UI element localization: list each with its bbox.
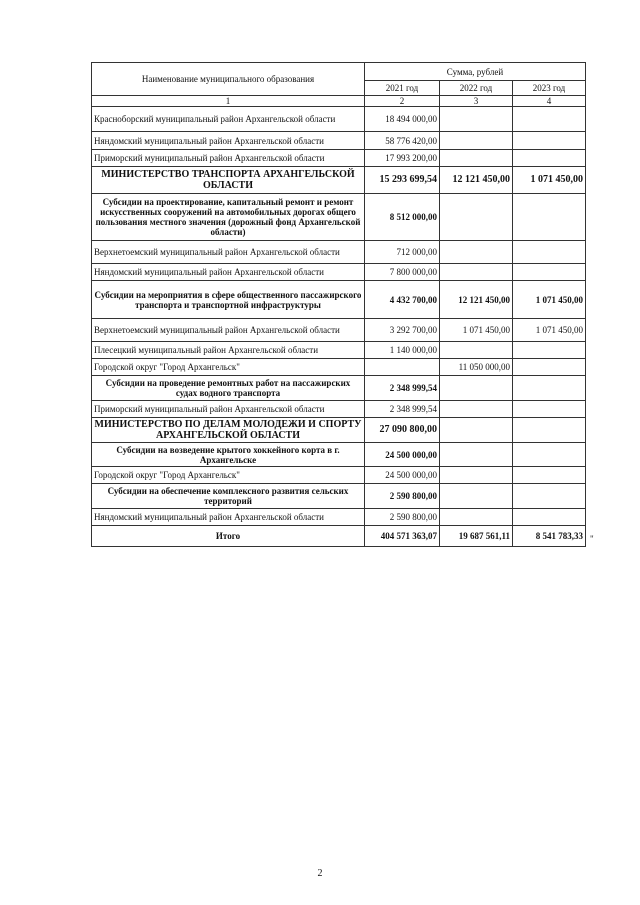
row-value-2022: 12 121 450,00: [440, 281, 513, 319]
row-name: Няндомский муниципальный район Архангельской области: [92, 132, 365, 150]
row-value-2022: [440, 194, 513, 241]
row-value-2021: 2 348 999,54: [365, 376, 440, 401]
row-name: Верхнетоемский муниципальный район Архангельской области: [92, 319, 365, 342]
row-value-2022: [440, 484, 513, 509]
row-value-2022: 1 071 450,00: [440, 319, 513, 342]
row-value-2022: [440, 401, 513, 418]
row-value-2022: [440, 443, 513, 467]
row-name: Субсидии на проектирование, капитальный ремонт и ремонт искусственных сооружений на автомобильных дорогах общего пользования местного значения (дорожный фонд Архангельской области): [92, 194, 365, 241]
row-value-2021: 2 590 800,00: [365, 509, 440, 526]
table-row: [92, 132, 586, 150]
row-value-2023: [513, 467, 586, 484]
row-value-2021: 2 590 800,00: [365, 484, 440, 509]
header-year-2022: 2022 год: [440, 81, 513, 96]
table-row: [92, 107, 586, 132]
row-value-2023: [513, 509, 586, 526]
subsidy-row: [92, 281, 586, 319]
row-value-2021: 18 494 000,00: [365, 107, 440, 132]
row-value-2022: [440, 107, 513, 132]
table-row: [92, 342, 586, 359]
row-name: Субсидии на проведение ремонтных работ на пассажирских судах водного транспорта: [92, 376, 365, 401]
row-name: Приморский муниципальный район Архангельской области: [92, 401, 365, 418]
table-row: [92, 401, 586, 418]
header-year-2021: 2021 год: [365, 81, 440, 96]
row-value-2022: [440, 150, 513, 167]
row-value-2022: [440, 264, 513, 281]
row-name: Плесецкий муниципальный район Архангельской области: [92, 342, 365, 359]
row-name: Приморский муниципальный район Архангельской области: [92, 150, 365, 167]
row-name: Городской округ "Город Архангельск": [92, 467, 365, 484]
row-value-2023: [513, 401, 586, 418]
row-name: Итого: [92, 526, 365, 547]
col-number-2: 2: [365, 96, 440, 107]
subsidy-table: [91, 62, 586, 547]
row-name: Городской округ "Город Архангельск": [92, 359, 365, 376]
closing-quote: ": [590, 534, 594, 544]
table-row: [92, 264, 586, 281]
ministry-row: [92, 418, 586, 443]
row-value-2021: 17 993 200,00: [365, 150, 440, 167]
row-value-2023: [513, 376, 586, 401]
table-row: [92, 467, 586, 484]
subsidy-row: [92, 376, 586, 401]
header-year-2023: 2023 год: [513, 81, 586, 96]
row-value-2023: [513, 342, 586, 359]
row-value-2023: 1 071 450,00: [513, 167, 586, 194]
row-name: Красноборский муниципальный район Архангельской области: [92, 107, 365, 132]
row-value-2023: [513, 150, 586, 167]
row-value-2021: 8 512 000,00: [365, 194, 440, 241]
col-number-3: 3: [440, 96, 513, 107]
row-value-2022: [440, 509, 513, 526]
col-number-1: 1: [92, 96, 365, 107]
row-name: Субсидии на мероприятия в сфере общественного пассажирского транспорта и транспортной инфраструктуры: [92, 281, 365, 319]
table-row: [92, 509, 586, 526]
row-name: МИНИСТЕРСТВО ПО ДЕЛАМ МОЛОДЕЖИ И СПОРТУ АРХАНГЕЛЬСКОЙ ОБЛАСТИ: [92, 418, 365, 443]
row-name: Няндомский муниципальный район Архангельской области: [92, 509, 365, 526]
row-value-2021: 1 140 000,00: [365, 342, 440, 359]
row-value-2021: 24 500 000,00: [365, 467, 440, 484]
row-value-2021: 27 090 800,00: [365, 418, 440, 443]
header-name-column: Наименование муниципального образования: [92, 63, 365, 96]
table-row: [92, 241, 586, 264]
row-value-2023: 8 541 783,33: [513, 526, 586, 547]
total-row: [92, 526, 586, 547]
row-name: Няндомский муниципальный район Архангельской области: [92, 264, 365, 281]
table-row: [92, 359, 586, 376]
row-value-2022: 12 121 450,00: [440, 167, 513, 194]
row-value-2023: [513, 484, 586, 509]
row-value-2021: 2 348 999,54: [365, 401, 440, 418]
row-value-2023: [513, 418, 586, 443]
page-number: 2: [317, 868, 323, 879]
row-value-2023: 1 071 450,00: [513, 281, 586, 319]
col-number-4: 4: [513, 96, 586, 107]
row-name: Субсидии на возведение крытого хоккейного корта в г. Архангельске: [92, 443, 365, 467]
header-sum: Сумма, рублей: [365, 63, 586, 81]
row-value-2021: 15 293 699,54: [365, 167, 440, 194]
subsidy-row: [92, 484, 586, 509]
row-value-2021: 712 000,00: [365, 241, 440, 264]
row-value-2022: 11 050 000,00: [440, 359, 513, 376]
table-row: [92, 319, 586, 342]
row-value-2021: 7 800 000,00: [365, 264, 440, 281]
row-value-2021: [365, 359, 440, 376]
row-value-2023: [513, 443, 586, 467]
row-value-2023: [513, 107, 586, 132]
row-value-2021: 24 500 000,00: [365, 443, 440, 467]
row-value-2022: [440, 418, 513, 443]
row-value-2021: 58 776 420,00: [365, 132, 440, 150]
row-name: Верхнетоемский муниципальный район Архангельской области: [92, 241, 365, 264]
row-value-2023: [513, 132, 586, 150]
row-value-2022: [440, 241, 513, 264]
table-row: [92, 150, 586, 167]
row-value-2021: 4 432 700,00: [365, 281, 440, 319]
row-value-2022: [440, 132, 513, 150]
ministry-row: [92, 167, 586, 194]
row-value-2023: [513, 264, 586, 281]
subsidy-row: [92, 443, 586, 467]
row-value-2022: 19 687 561,11: [440, 526, 513, 547]
subsidy-row: [92, 194, 586, 241]
row-value-2023: [513, 241, 586, 264]
row-name: МИНИСТЕРСТВО ТРАНСПОРТА АРХАНГЕЛЬСКОЙ ОБЛАСТИ: [92, 167, 365, 194]
row-name: Субсидии на обеспечение комплексного развития сельских территорий: [92, 484, 365, 509]
row-value-2021: 3 292 700,00: [365, 319, 440, 342]
row-value-2023: 1 071 450,00: [513, 319, 586, 342]
row-value-2022: [440, 376, 513, 401]
row-value-2022: [440, 467, 513, 484]
row-value-2023: [513, 194, 586, 241]
row-value-2021: 404 571 363,07: [365, 526, 440, 547]
row-value-2023: [513, 359, 586, 376]
row-value-2022: [440, 342, 513, 359]
